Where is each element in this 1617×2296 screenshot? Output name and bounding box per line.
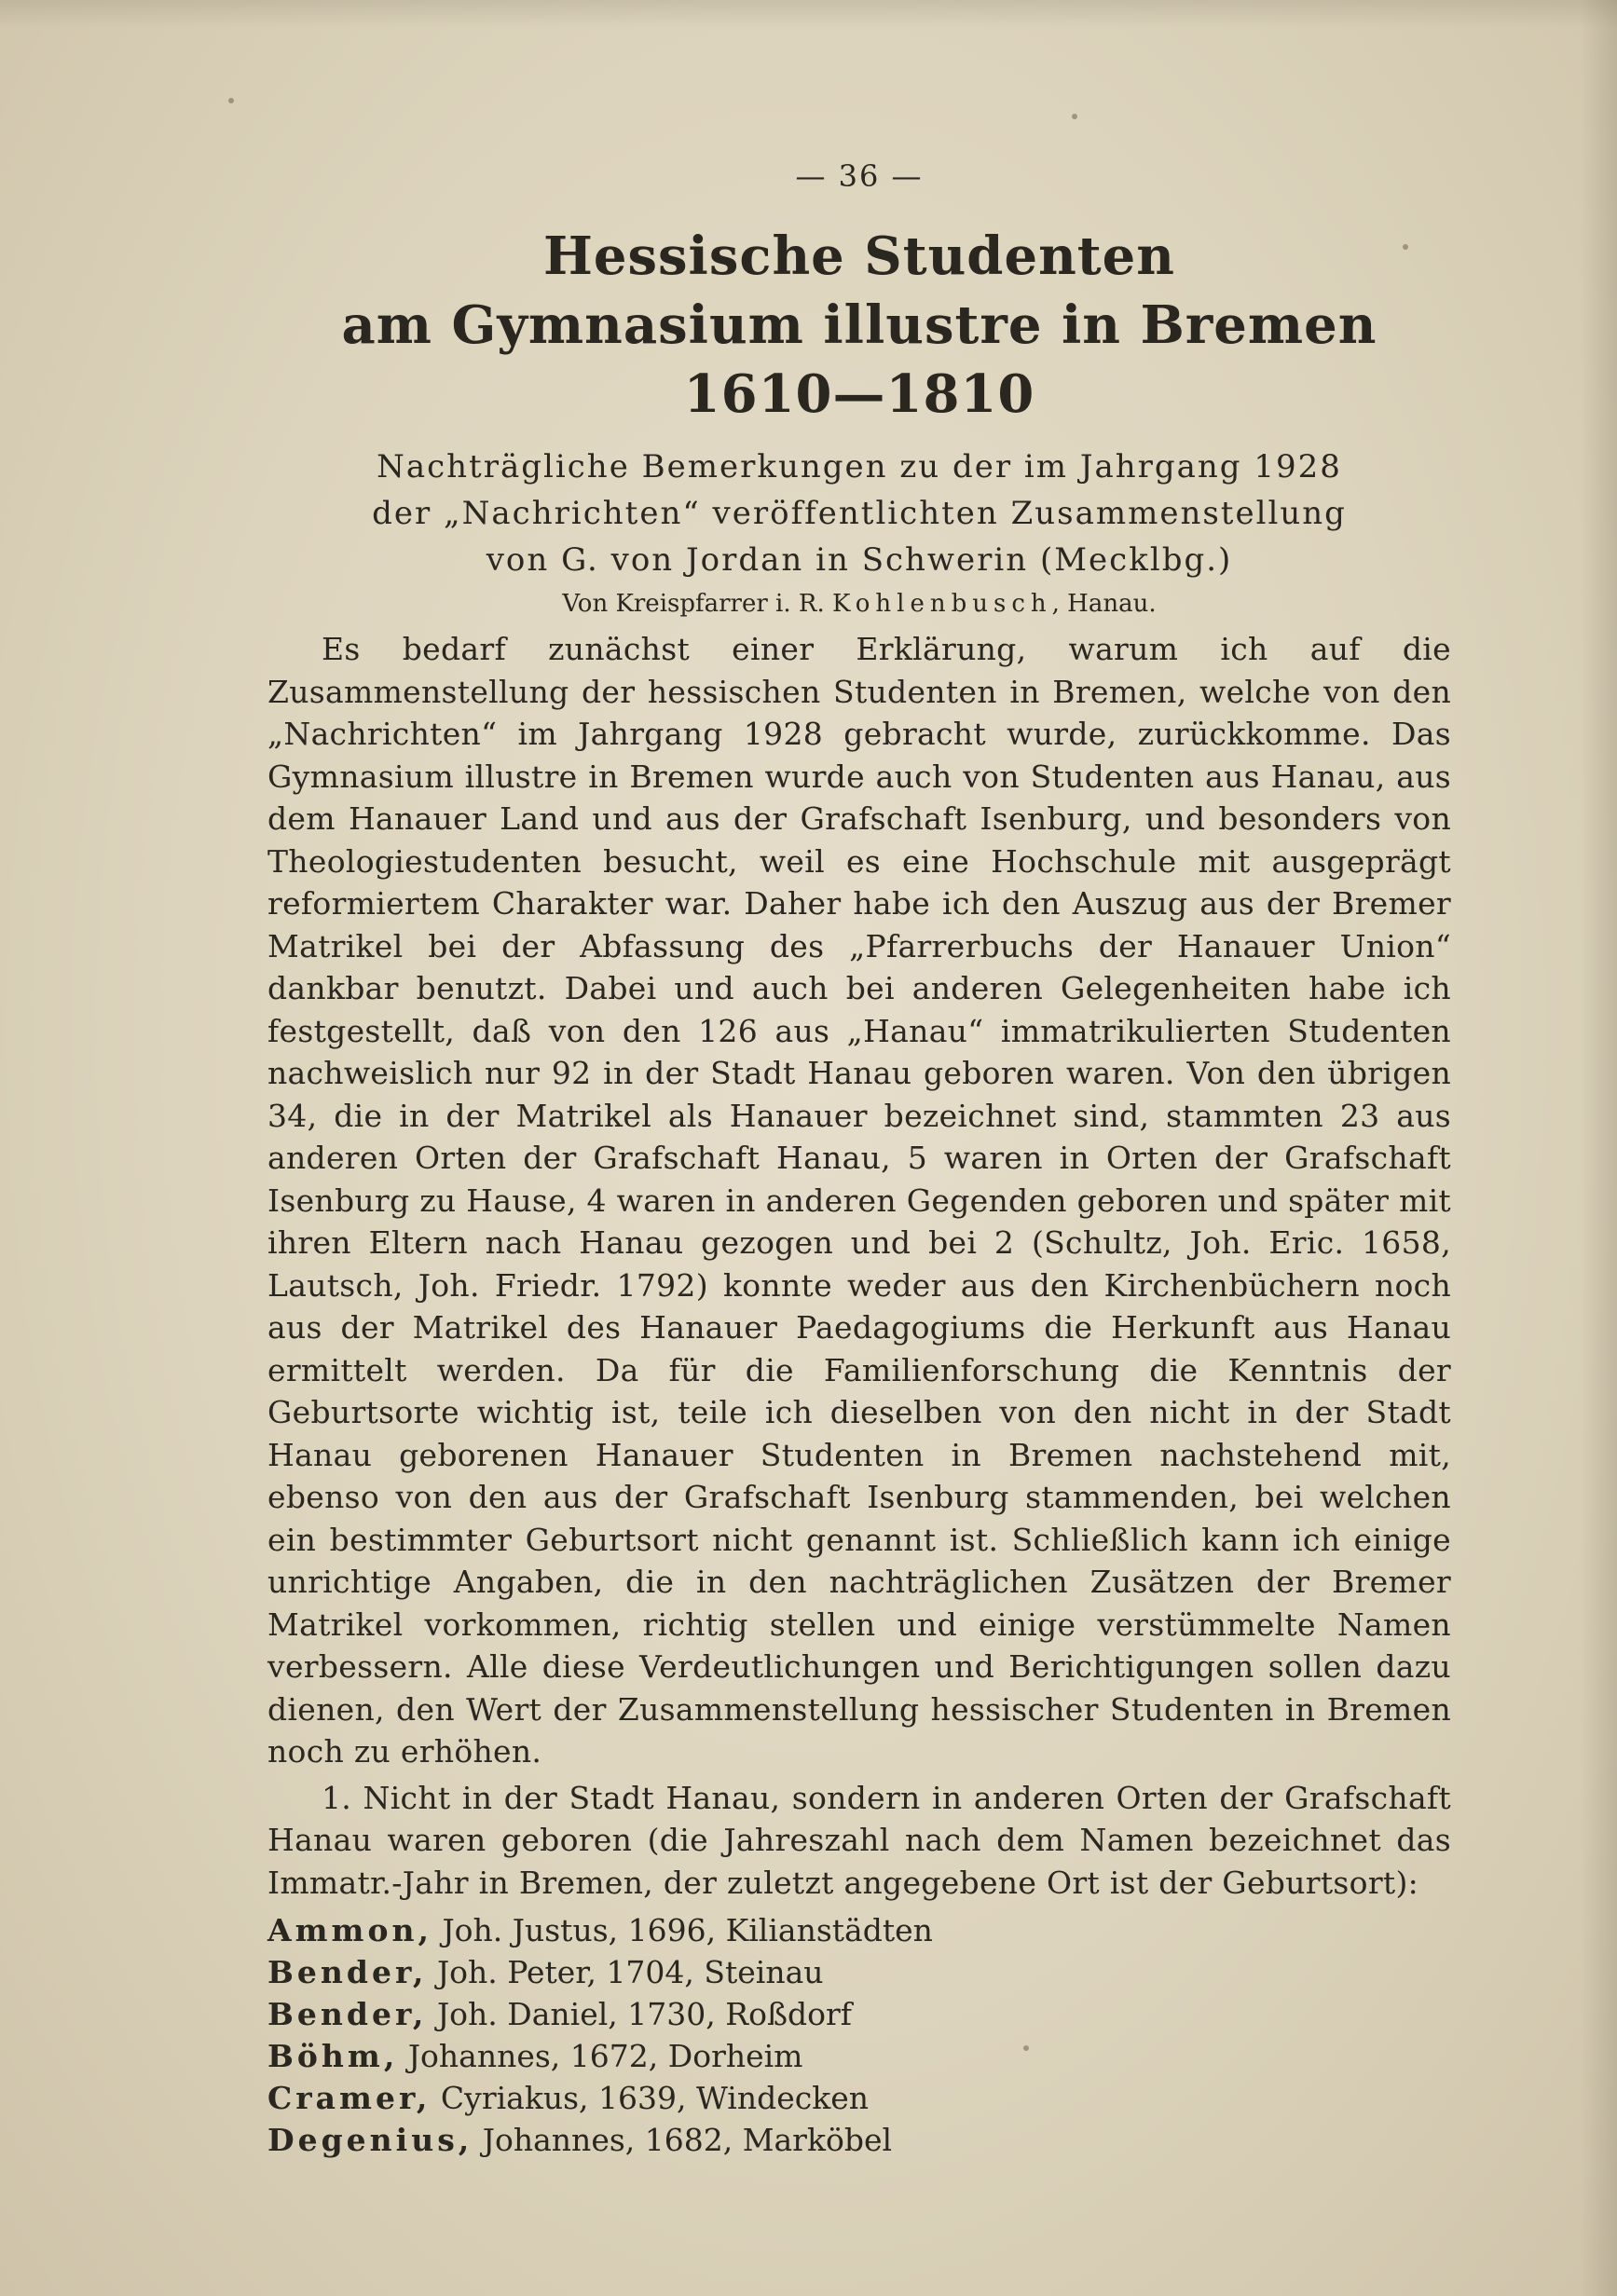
page-number: — 36 —	[795, 158, 924, 194]
paper-speck	[1072, 114, 1077, 119]
body-paragraph-2: 1. Nicht in der Stadt Hanau, sondern in anderen Orten der Grafschaft Hanau waren geboren (die Jahreszahl nach dem Namen bezeichnet das Immatr.-Jahr in Bremen, der zuletzt angegebene Ort ist der Geburtsort):	[267, 1779, 1451, 1901]
list-item	[267, 2077, 1451, 2119]
author-place: , Hanau.	[1051, 590, 1157, 618]
list-item	[267, 2035, 1451, 2077]
entry-details: Johannes, 1672, Dorheim	[407, 2038, 803, 2074]
top-edge-shadow	[0, 0, 1617, 28]
entry-surname: Bender,	[267, 1996, 428, 2032]
paper-speck	[228, 98, 234, 103]
entry-details: Joh. Daniel, 1730, Roßdorf	[436, 1996, 852, 2032]
title-line-1: Hessische Studenten	[542, 226, 1176, 287]
entry-details: Johannes, 1682, Marköbel	[482, 2122, 893, 2158]
entry-details: Joh. Peter, 1704, Steinau	[436, 1954, 824, 1990]
author-line	[267, 583, 1451, 624]
list-item	[267, 1993, 1451, 2035]
right-edge-shadow	[1580, 0, 1617, 2296]
page-content	[267, 158, 1451, 2161]
list-item	[267, 1909, 1451, 1951]
author-name: Kohlenbusch	[832, 590, 1052, 618]
entry-surname: Degenius,	[267, 2122, 473, 2158]
list-item	[267, 1951, 1451, 1993]
entry-details: Cyriakus, 1639, Windecken	[440, 2080, 870, 2116]
subtitle-line-1: Nachträgliche Bemerkungen zu der im Jahrgang 1928	[377, 448, 1342, 485]
body-paragraph-1: Es bedarf zunächst einer Erklärung, warum ich auf die Zusammenstellung der hessischen Studenten in Bremen, welche von den „Nachrichten“ im Jahrgang 1928 gebracht wurde, zurückkomme. Das Gymnasium illustre in Bremen wurde auch von Studenten aus Hanau, aus dem Hanauer Land und aus der Grafschaft Isenburg, und besonders von Theologiestudenten besucht, weil es eine Hochschule mit ausgeprägt reformiertem Charakter war. Daher habe ich den Auszug aus der Bremer Matrikel bei der Abfassung des „Pfarrerbuchs der Hanauer Union“ dankbar benutzt. Dabei und auch bei anderen Gelegenheiten habe ich festgestellt, daß von den 126 aus „Hanau“ immatrikulierten Studenten nachweislich nur 92 in der Stadt Hanau geboren waren. Von den übrigen 34, die in der Matrikel als Hanauer bezeichnet sind, stammten 23 aus anderen Orten der Grafschaft Hanau, 5 waren in Orten der Grafschaft Isenburg zu Hause, 4 waren in anderen Gegenden geboren und später mit ihren Eltern nach Hanau gezogen und bei 2 (Schultz, Joh. Eric. 1658, Lautsch, Joh. Friedr. 1792) konnte weder aus den Kirchenbüchern noch aus der Matrikel des Hanauer Paedagogiums die Herkunft aus Hanau ermittelt werden. Da für die Familienforschung die Kenntnis der Geburtsorte wichtig ist, teile ich dieselben von den nicht in der Stadt Hanau geborenen Hanauer Studenten in Bremen nachstehend mit, ebenso von den aus der Grafschaft Isenburg stammenden, bei welchen ein bestimmter Geburtsort nicht genannt ist. Schließlich kann ich einige unrichtige Angaben, die in den nachträglichen Zusätzen der Bremer Matrikel vorkommen, richtig stellen und einige verstümmelte Namen verbessern. Alle diese Verdeutlichungen und Berichtigungen sollen dazu dienen, den Wert der Zusammenstellung hessischer Studenten in Bremen noch zu erhöhen.	[267, 631, 1451, 1770]
entry-details: Joh. Justus, 1696, Kilianstädten	[442, 1912, 933, 1948]
entry-surname: Ammon,	[267, 1912, 432, 1948]
article-subtitle	[267, 444, 1451, 583]
subtitle-line-3: von G. von Jordan in Schwerin (Meckl​bg.)	[486, 541, 1233, 579]
entry-surname: Cramer,	[267, 2080, 432, 2116]
author-prefix: Von Kreispfarrer i. R.	[562, 590, 825, 618]
entry-surname: Bender,	[267, 1954, 428, 1990]
title-line-2: am Gymnasium illustre in Bremen 1610—1810	[341, 294, 1377, 425]
subtitle-line-2: der „Nachrichten“ veröffentlichten Zusammenstellung	[372, 495, 1347, 532]
article-title	[267, 222, 1451, 429]
student-list	[267, 1909, 1451, 2161]
list-item	[267, 2119, 1451, 2161]
entry-surname: Böhm,	[267, 2038, 399, 2074]
